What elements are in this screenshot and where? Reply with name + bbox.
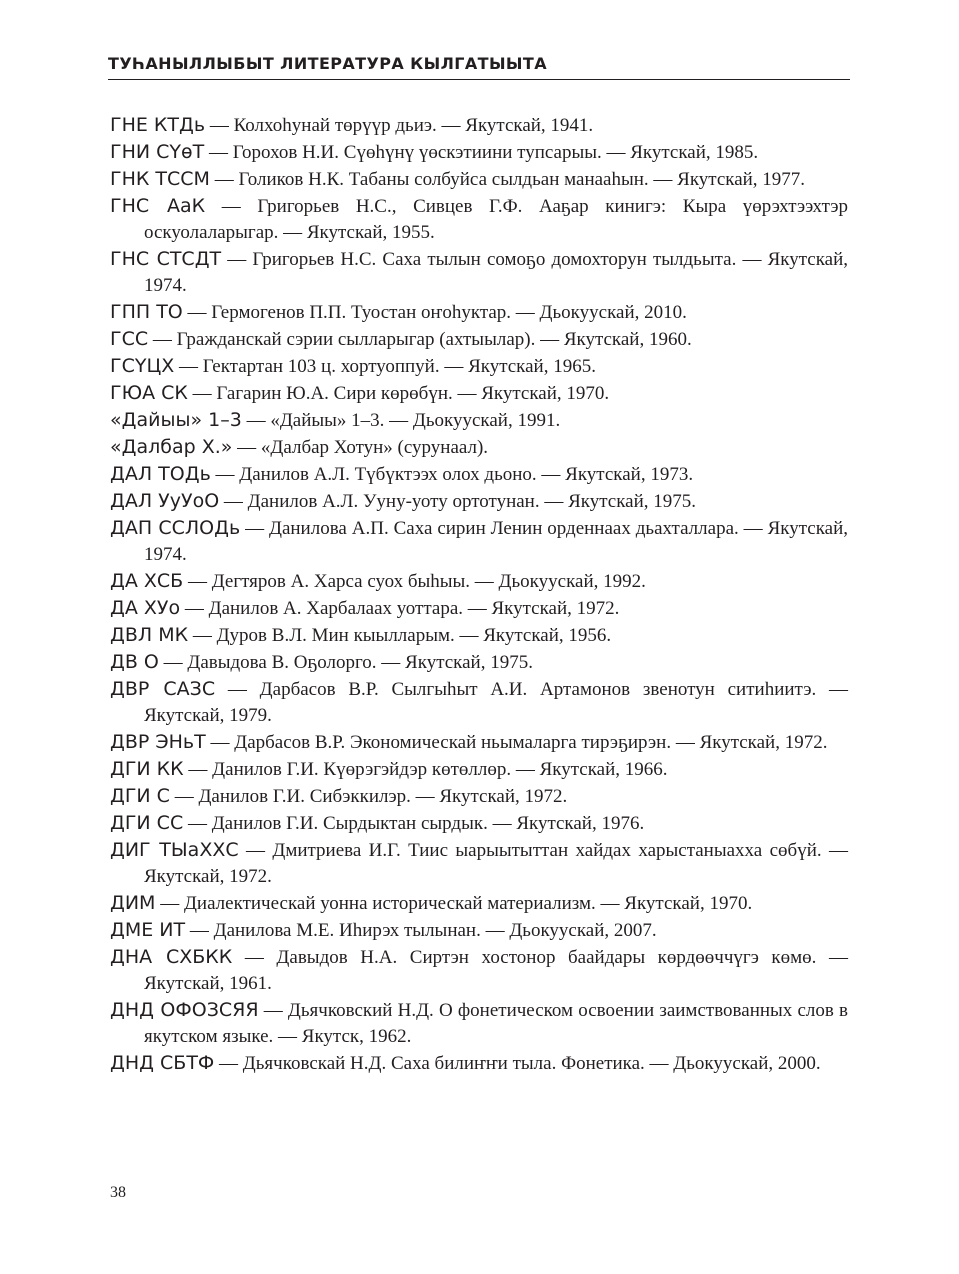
- entry-description: — Дарбасов В.Р. Сылгыһыт А.И. Артамонов звенотун ситиһиитэ. — Якутскай, 1979.: [144, 679, 848, 726]
- page-number: 38: [110, 1184, 126, 1201]
- entry-abbreviation: ДВР САЗС: [110, 678, 216, 700]
- entry-abbreviation: ГНИ СҮөТ: [110, 141, 205, 163]
- list-item: [110, 1050, 848, 1077]
- entry-description: — Колхоһунай төрүүр дьиэ. — Якутскай, 1941.: [205, 115, 594, 136]
- entry-description: — Григорьев Н.С., Сивцев Г.Ф. Ааҕар кинигэ: Кыра үөрэхтээхтэр оскуолаларыгар. — Якутскай, 1955.: [144, 196, 848, 243]
- entry-abbreviation: ГНС СТСДТ: [110, 248, 222, 270]
- entry-description: — Григорьев Н.С. Саха тылын сомоҕо домохторун тылдьыта. — Якутскай, 1974.: [144, 249, 848, 296]
- entry-abbreviation: ДНА СХБКК: [110, 946, 233, 968]
- entry-description: — «Дайыы» 1–3. — Дьокуускай, 1991.: [241, 410, 561, 431]
- entry-description: — Дуров В.Л. Мин кыылларым. — Якутскай, 1956.: [188, 625, 612, 646]
- entry-abbreviation: ДА ХСБ: [110, 570, 184, 592]
- entry-description: — Гражданскай сэрии сылларыгар (ахтыылар). — Якутскай, 1960.: [148, 329, 692, 350]
- entry-description: — Данилов А.Л. Ууну-уоту ортотунан. — Якутскай, 1975.: [219, 491, 696, 512]
- entry-description: — Диалектическай уонна историческай материализм. — Якутскай, 1970.: [155, 893, 753, 914]
- list-item: [110, 837, 848, 890]
- list-item: [110, 890, 848, 917]
- running-header: ТУҺАНЫЛЛЫБЫТ ЛИТЕРАТУРА КЫЛГАТЫЫТА: [108, 54, 547, 73]
- entry-abbreviation: ДАЛ ТОДь: [110, 463, 211, 485]
- list-item: [110, 649, 848, 676]
- list-item: [110, 568, 848, 595]
- list-item: [110, 193, 848, 246]
- entry-abbreviation: ДГИ СС: [110, 812, 184, 834]
- entry-description: — Голиков Н.К. Табаны солбуйса сылдьан манааһын. — Якутскай, 1977.: [209, 169, 806, 190]
- entry-abbreviation: ДНД СБТФ: [110, 1052, 215, 1074]
- entry-description: — Гектартан 103 ц. хортуоппуй. — Якутскай, 1965.: [174, 356, 596, 377]
- entry-abbreviation: ДИМ: [110, 892, 156, 914]
- entry-description: — Гагарин Ю.А. Сири көрөбүн. — Якутскай, 1970.: [187, 383, 610, 404]
- entry-description: — Дегтяров А. Харса суох быһыы. — Дьокуускай, 1992.: [183, 571, 646, 592]
- list-item: [110, 326, 848, 353]
- list-item: [110, 810, 848, 837]
- list-item: [110, 246, 848, 299]
- entry-description: — Данилов Г.И. Сибэккилэр. — Якутскай, 1972.: [169, 786, 568, 807]
- entry-abbreviation: «Далбар Х.»: [110, 436, 233, 458]
- header-divider: [108, 79, 850, 80]
- list-item: [110, 353, 848, 380]
- list-item: [110, 461, 848, 488]
- entry-abbreviation: ГПП ТО: [110, 301, 183, 323]
- list-item: [110, 488, 848, 515]
- list-item: [110, 756, 848, 783]
- entry-description: — Давыдов Н.А. Сиртэн хостонор баайдары көрдөөччүгэ көмө. — Якутскай, 1961.: [144, 947, 848, 994]
- entry-abbreviation: ДГИ КК: [110, 758, 184, 780]
- entry-description: — Данилов А. Харбалаах уоттара. — Якутскай, 1972.: [180, 598, 620, 619]
- list-item: [110, 917, 848, 944]
- entry-description: — Данилов А.Л. Түбүктээх олох дьоно. — Якутскай, 1973.: [210, 464, 694, 485]
- entry-description: — Гермогенов П.П. Туостан оҥоһуктар. — Дьокуускай, 2010.: [182, 302, 687, 323]
- entry-abbreviation: ГНК ТССМ: [110, 168, 210, 190]
- list-item: [110, 112, 848, 139]
- entry-abbreviation: ДВР ЭНьТ: [110, 731, 206, 753]
- entry-description: — Дмитриева И.Г. Тиис ыарыытыттан хайдах харыстаныахха сөбүй. — Якутскай, 1972.: [144, 840, 848, 887]
- abbreviation-list: [110, 112, 848, 1077]
- entry-abbreviation: ГЮА СК: [110, 382, 188, 404]
- entry-description: — Дьячковскай Н.Д. Саха билиҥҥи тыла. Фонетика. — Дьокуускай, 2000.: [214, 1053, 821, 1074]
- list-item: [110, 729, 848, 756]
- entry-abbreviation: ГНС АаК: [110, 195, 206, 217]
- list-item: [110, 515, 848, 568]
- entry-abbreviation: ГСҮЦХ: [110, 355, 175, 377]
- list-item: [110, 676, 848, 729]
- entry-description: — «Далбар Хотун» (сурунаал).: [232, 437, 489, 458]
- list-item: [110, 166, 848, 193]
- entry-description: — Давыдова В. Оҕолорго. — Якутскай, 1975.: [158, 652, 533, 673]
- entry-description: — Данилова М.Е. Иһирэх тылынан. — Дьокуускай, 2007.: [185, 920, 657, 941]
- list-item: [110, 997, 848, 1050]
- entry-description: — Дарбасов В.Р. Экономическай ньымаларга тирэҕирэн. — Якутскай, 1972.: [205, 732, 828, 753]
- list-item: [110, 299, 848, 326]
- entry-abbreviation: ДИГ ТЫаХХС: [110, 839, 239, 861]
- entry-description: — Данилова А.П. Саха сирин Ленин орденнаах дьахталлара. — Якутскай, 1974.: [144, 518, 848, 565]
- entry-abbreviation: ДМЕ ИТ: [110, 919, 186, 941]
- entry-abbreviation: «Дайыы» 1–3: [110, 409, 242, 431]
- entry-description: — Горохов Н.И. Сүөһүнү үөскэтиини тупсарыы. — Якутскай, 1985.: [204, 142, 759, 163]
- list-item: [110, 434, 848, 461]
- entry-abbreviation: ДА ХУо: [110, 597, 181, 619]
- list-item: [110, 380, 848, 407]
- entry-description: — Дьячковский Н.Д. О фонетическом освоении заимствованных слов в якутском языке. — Якутск, 1962.: [144, 1000, 848, 1047]
- entry-abbreviation: ДВЛ МК: [110, 624, 189, 646]
- list-item: [110, 622, 848, 649]
- list-item: [110, 595, 848, 622]
- list-item: [110, 139, 848, 166]
- entry-abbreviation: ГСС: [110, 328, 149, 350]
- entry-abbreviation: ДГИ С: [110, 785, 170, 807]
- list-item: [110, 944, 848, 997]
- entry-abbreviation: ГНЕ КТДь: [110, 114, 206, 136]
- entry-abbreviation: ДАП ССЛОДь: [110, 517, 241, 539]
- list-item: [110, 407, 848, 434]
- entry-abbreviation: ДАЛ УуУоО: [110, 490, 220, 512]
- entry-description: — Данилов Г.И. Сырдыктан сырдык. — Якутскай, 1976.: [183, 813, 645, 834]
- list-item: [110, 783, 848, 810]
- entry-abbreviation: ДВ О: [110, 651, 159, 673]
- entry-abbreviation: ДНД ОФОЗСЯЯ: [110, 999, 259, 1021]
- entry-description: — Данилов Г.И. Күөрэгэйдэр көтөллөр. — Якутскай, 1966.: [183, 759, 668, 780]
